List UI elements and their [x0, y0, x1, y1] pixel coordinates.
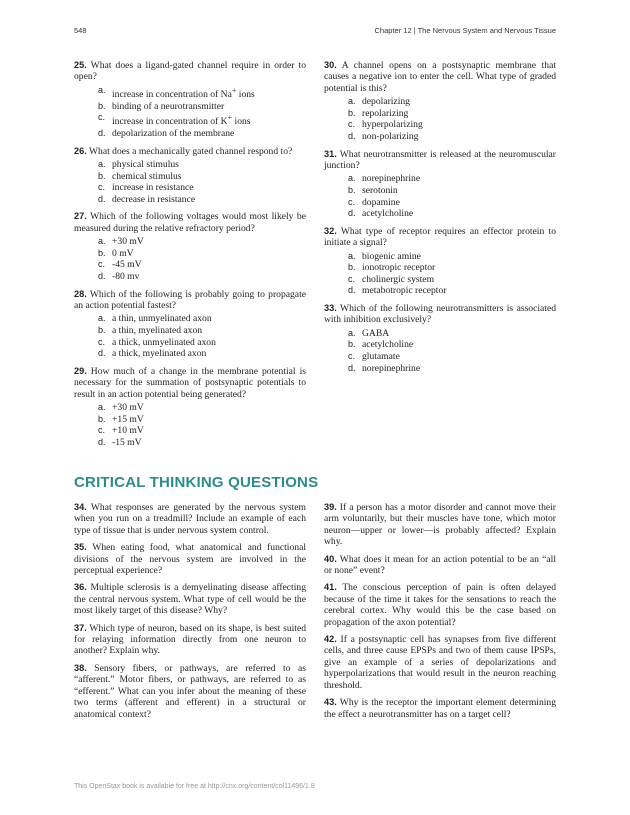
- question-number: 36.: [74, 582, 87, 593]
- answer-option: [324, 328, 556, 340]
- option-text: GABA: [362, 327, 390, 339]
- question-text: What type of receptor requires an effector protein to initiate a signal?: [324, 225, 556, 249]
- answer-option: [74, 194, 306, 206]
- answer-option: [74, 101, 306, 113]
- answer-option: [74, 171, 306, 183]
- option-text: depolarization of the membrane: [112, 127, 235, 139]
- answer-option: [324, 351, 556, 363]
- review-question: [324, 303, 556, 374]
- option-text: +30 mV: [112, 236, 144, 248]
- answer-option: [324, 208, 556, 220]
- option-letter: c.: [348, 196, 356, 207]
- option-text: non-polarizing: [362, 131, 419, 142]
- question-number: 37.: [74, 622, 87, 633]
- option-letter: d.: [348, 208, 356, 219]
- option-text: increase in concentration of K+ ions: [112, 113, 251, 128]
- option-letter: c.: [98, 259, 106, 270]
- answer-option: [74, 271, 306, 283]
- option-letter: c.: [348, 350, 356, 361]
- critical-thinking-question: [74, 542, 306, 576]
- question-text: The conscious perception of pain is often delayed because of the time it takes for the sensations to reach the cerebral cortex. Why would this be the case based on propagation of the axon potential?: [324, 582, 556, 628]
- answer-option: [74, 236, 306, 248]
- option-text: depolarizing: [362, 96, 410, 108]
- question-number: 35.: [74, 542, 87, 553]
- option-text: -45 mV: [112, 259, 142, 271]
- answer-option: [74, 248, 306, 260]
- option-text: biogenic amine: [362, 250, 421, 262]
- option-text: 0 mV: [112, 247, 134, 259]
- option-letter: a.: [98, 236, 106, 247]
- answer-option: [74, 182, 306, 194]
- option-letter: a.: [98, 158, 106, 169]
- answer-option: [74, 128, 306, 140]
- answer-option: [324, 197, 556, 209]
- page-footer: This OpenStax book is available for free at http://cnx.org/content/col11496/1.8: [74, 783, 315, 790]
- question-number: 42.: [324, 634, 337, 645]
- option-text: -15 mV: [112, 436, 142, 448]
- option-text: decrease in resistance: [112, 193, 196, 205]
- answer-option: [74, 259, 306, 271]
- option-text: a thick, unmyelinated axon: [112, 336, 216, 348]
- option-text: +30 mV: [112, 401, 144, 413]
- answer-option: [324, 363, 556, 375]
- question-number: 31.: [324, 148, 337, 159]
- question-text: What does a ligand-gated channel require in order to open?: [74, 60, 306, 83]
- option-letter: a.: [348, 250, 356, 261]
- option-letter: b.: [348, 185, 356, 195]
- option-letter: b.: [98, 100, 106, 111]
- option-letter: b.: [348, 107, 356, 118]
- option-letter: c.: [98, 425, 106, 436]
- option-letter: a.: [348, 327, 356, 338]
- answer-option: [324, 108, 556, 120]
- critical-thinking-question: [324, 697, 556, 720]
- answer-options: [324, 251, 556, 297]
- answer-option: [74, 425, 306, 437]
- page-number: 548: [74, 26, 87, 35]
- answer-options: [74, 402, 306, 448]
- option-text: acetylcholine: [362, 339, 414, 351]
- option-letter: b.: [98, 413, 106, 424]
- option-letter: c.: [98, 336, 106, 347]
- answer-option: [324, 173, 556, 185]
- option-text: repolarizing: [362, 107, 409, 119]
- answer-option: [74, 348, 306, 360]
- option-letter: c.: [348, 273, 356, 284]
- option-text: acetylcholine: [362, 208, 414, 220]
- option-text: hyperpolarizing: [362, 119, 423, 131]
- question-text: A channel opens on a postsynaptic membrane that causes a negative ion to enter the cell. What type of graded potential is this?: [324, 60, 556, 94]
- answer-options: [74, 85, 306, 140]
- answer-option: [324, 119, 556, 131]
- answer-option: [324, 251, 556, 263]
- review-question: [74, 60, 306, 140]
- option-letter: c.: [98, 112, 106, 123]
- question-text: How much of a change in the membrane potential is necessary for the summation of postsynaptic potentials to result in an action potential being generated?: [74, 365, 306, 400]
- question-number: 26.: [74, 145, 87, 156]
- question-number: 40.: [324, 553, 337, 564]
- option-letter: b.: [98, 170, 106, 181]
- option-letter: d.: [348, 285, 356, 296]
- option-letter: a.: [348, 173, 356, 184]
- answer-option: [74, 337, 306, 349]
- answer-options: [74, 313, 306, 359]
- option-text: ionotropic receptor: [362, 262, 436, 274]
- review-question: [74, 289, 306, 360]
- option-letter: d.: [98, 127, 106, 138]
- answer-option: [74, 437, 306, 449]
- page-header: [74, 26, 556, 38]
- option-text: a thick, myelinated axon: [112, 348, 207, 360]
- critical-thinking-right-column: [324, 502, 556, 726]
- option-text: norepinephrine: [362, 173, 421, 185]
- question-number: 30.: [324, 60, 337, 70]
- option-letter: d.: [348, 131, 356, 141]
- option-text: metabotropic receptor: [362, 285, 447, 297]
- option-letter: b.: [98, 324, 106, 335]
- review-question: [324, 226, 556, 297]
- critical-thinking-question: [74, 582, 306, 616]
- answer-option: [324, 339, 556, 351]
- answer-option: [324, 274, 556, 286]
- question-number: 34.: [74, 502, 87, 512]
- option-text: serotonin: [362, 185, 398, 196]
- question-text: When eating food, what anatomical and functional divisions of the nervous system are involved in the perceptual experience?: [74, 542, 306, 577]
- question-text: What does it mean for an action potential to be an “all or none” event?: [324, 553, 556, 577]
- question-text: What responses are generated by the nervous system when you run on a treadmill? Include an example of each type of tissue that is under nervous system control.: [74, 502, 306, 536]
- question-text: Which type of neuron, based on its shape, is best suited for relaying information directly from one neuron to another? Explain why.: [74, 622, 306, 657]
- option-letter: a.: [348, 96, 356, 107]
- option-text: dopamine: [362, 196, 400, 208]
- answer-option: [324, 185, 556, 197]
- question-number: 43.: [324, 697, 337, 708]
- question-text: What neurotransmitter is released at the neuromuscular junction?: [324, 148, 556, 171]
- option-text: increase in concentration of Na+ ions: [112, 85, 255, 100]
- option-text: -80 mv: [112, 270, 140, 282]
- question-text: Sensory fibers, or pathways, are referred to as “afferent.” Motor fibers, or pathways, are referred to as “efferent.” What can you infer about the meaning of these two terms (afferent and efferent) in a structural or anatomical context?: [74, 662, 306, 720]
- question-number: 33.: [324, 302, 337, 313]
- critical-thinking-question: [74, 663, 306, 720]
- critical-thinking-question: [74, 502, 306, 536]
- chapter-title: Chapter 12 | The Nervous System and Nervous Tissue: [374, 26, 556, 35]
- option-letter: b.: [98, 247, 106, 258]
- option-text: physical stimulus: [112, 158, 179, 170]
- question-number: 29.: [74, 365, 87, 376]
- review-question: [74, 366, 306, 449]
- answer-option: [74, 325, 306, 337]
- question-text: Multiple sclerosis is a demyelinating disease affecting the central nervous system. What type of cell would be the most likely target of this disease? Why?: [74, 582, 306, 617]
- answer-options: [324, 96, 556, 142]
- review-question: [74, 146, 306, 206]
- option-text: chemical stimulus: [112, 170, 182, 182]
- answer-option: [74, 402, 306, 414]
- question-number: 25.: [74, 60, 87, 70]
- question-text: What does a mechanically gated channel respond to?: [86, 145, 293, 157]
- answer-option: [324, 96, 556, 108]
- option-letter: d.: [348, 362, 356, 373]
- critical-thinking-question: [324, 582, 556, 628]
- answer-option: [74, 159, 306, 171]
- answer-option: [74, 112, 306, 128]
- option-text: increase in resistance: [112, 182, 194, 194]
- option-letter: a.: [98, 313, 106, 324]
- answer-option: [324, 285, 556, 297]
- question-text: Which of the following neurotransmitters is associated with inhibition exclusively?: [324, 302, 556, 326]
- option-letter: d.: [98, 436, 106, 447]
- review-questions-left-column: [74, 60, 306, 454]
- option-text: +10 mV: [112, 425, 144, 437]
- answer-options: [74, 159, 306, 205]
- question-text: If a person has a motor disorder and cannot move their arm voluntarily, but their muscles have tone, which motor neuron—upper or lower—is probably affected? Explain why.: [324, 502, 556, 548]
- option-text: glutamate: [362, 350, 400, 362]
- review-questions-right-column: [324, 60, 556, 380]
- option-letter: c.: [98, 182, 106, 193]
- option-letter: b.: [348, 339, 356, 350]
- option-text: cholinergic system: [362, 273, 435, 285]
- review-question: [74, 211, 306, 282]
- critical-thinking-question: [324, 502, 556, 548]
- answer-option: [74, 414, 306, 426]
- critical-thinking-question: [74, 623, 306, 657]
- critical-thinking-heading: CRITICAL THINKING QUESTIONS: [74, 474, 319, 491]
- question-number: 39.: [324, 502, 337, 512]
- option-letter: b.: [348, 262, 356, 273]
- option-letter: d.: [98, 270, 106, 281]
- question-text: If a postsynaptic cell has synapses from five different cells, and three cause EPSPs and two of them cause IPSPs, give an example of a series of depolarizations and hyperpolarizations that would result in the neuron reaching threshold.: [324, 634, 556, 691]
- option-text: binding of a neurotransmitter: [112, 100, 225, 112]
- answer-options: [74, 236, 306, 282]
- option-letter: a.: [98, 401, 106, 412]
- question-text: Why is the receptor the important element determining the effect a neurotransmitter has on a target cell?: [324, 697, 556, 720]
- answer-option: [324, 262, 556, 274]
- option-text: norepinephrine: [362, 362, 421, 374]
- option-text: a thin, unmyelinated axon: [112, 313, 212, 325]
- question-text: Which of the following voltages would most likely be measured during the relative refractory period?: [74, 211, 306, 234]
- critical-thinking-question: [324, 554, 556, 577]
- answer-option: [74, 313, 306, 325]
- option-letter: c.: [348, 119, 356, 130]
- question-text: Which of the following is probably going to propagate an action potential fastest?: [74, 288, 306, 311]
- critical-thinking-left-column: [74, 502, 306, 726]
- option-letter: d.: [98, 348, 106, 359]
- question-number: 28.: [74, 288, 87, 299]
- answer-option: [324, 131, 556, 143]
- answer-option: [74, 85, 306, 101]
- answer-options: [324, 328, 556, 374]
- review-question: [324, 60, 556, 143]
- option-text: +15 mV: [112, 413, 144, 425]
- critical-thinking-question: [324, 634, 556, 691]
- question-number: 38.: [74, 662, 87, 673]
- option-letter: d.: [98, 193, 106, 204]
- question-number: 41.: [324, 582, 337, 593]
- question-number: 27.: [74, 211, 87, 222]
- question-number: 32.: [324, 225, 337, 236]
- review-question: [324, 149, 556, 220]
- option-text: a thin, myelinated axon: [112, 324, 203, 336]
- answer-options: [324, 173, 556, 219]
- option-letter: a.: [98, 84, 106, 95]
